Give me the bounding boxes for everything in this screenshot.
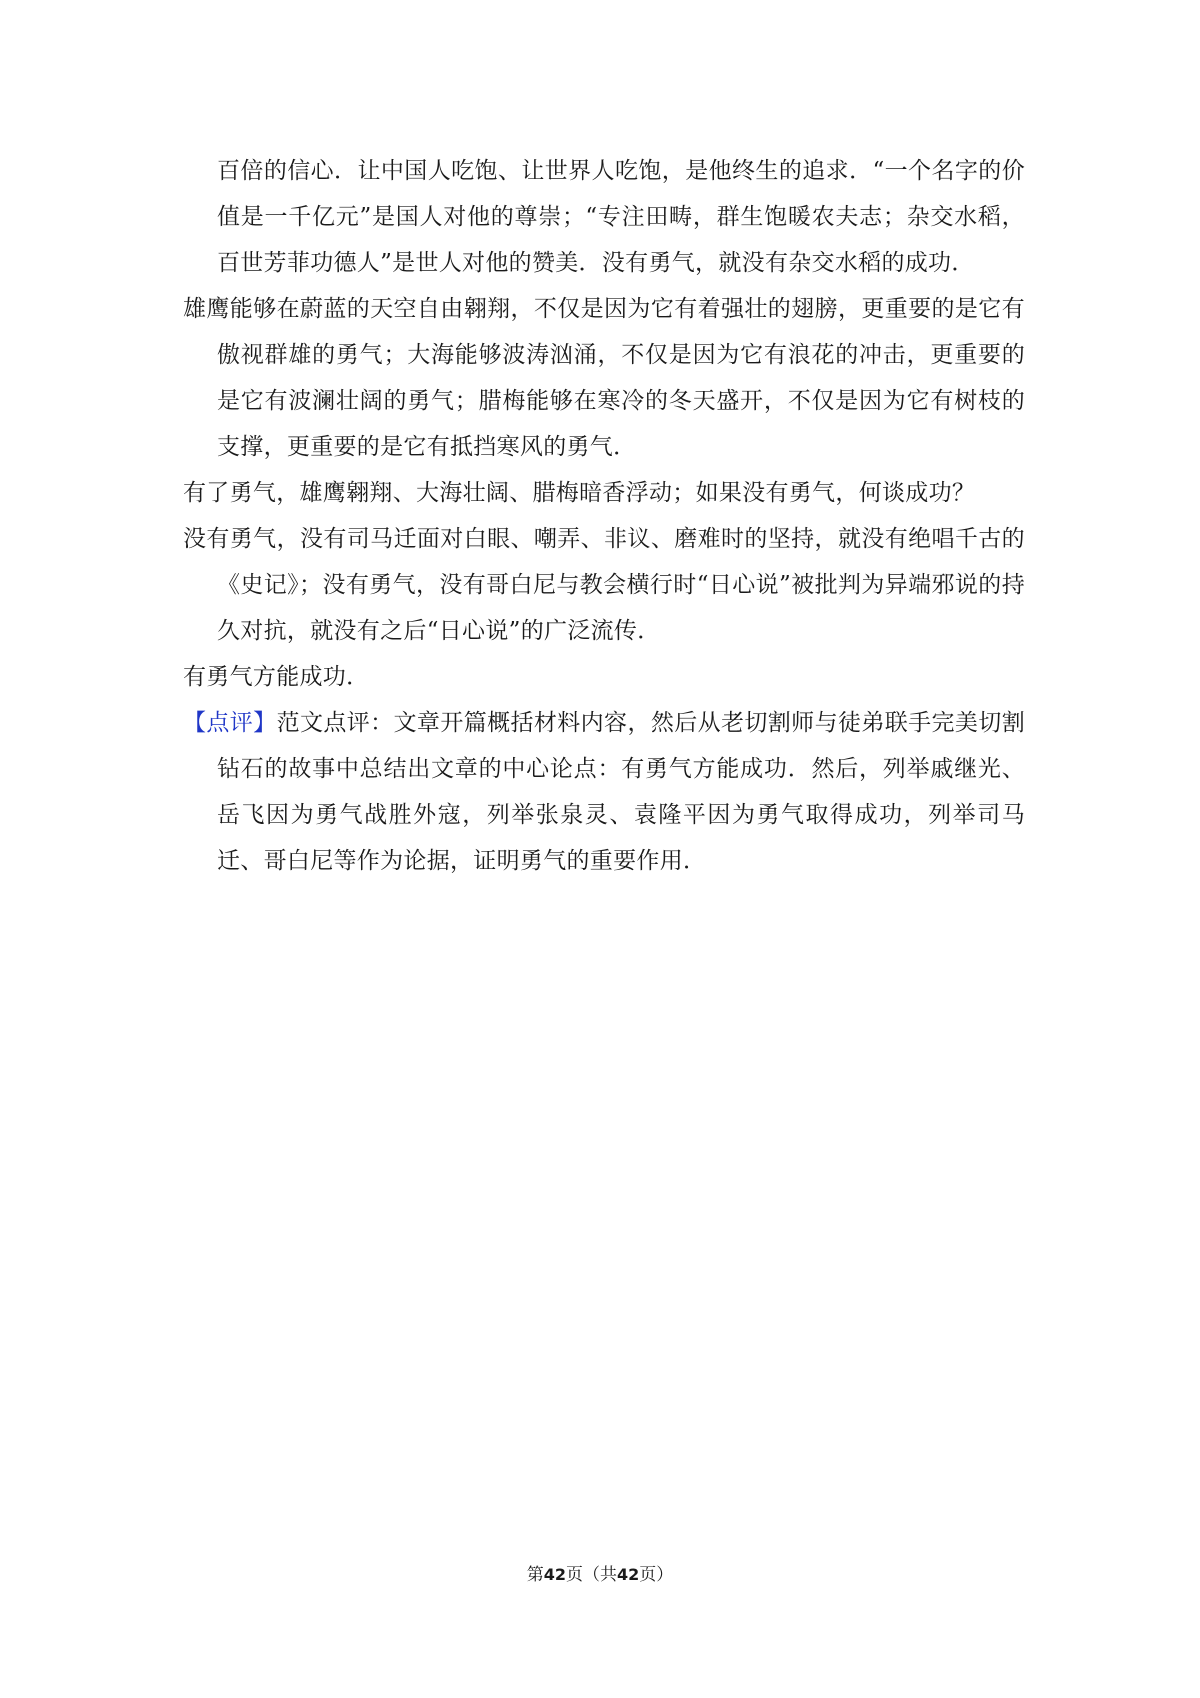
comment-paragraph bbox=[183, 700, 1025, 884]
paragraph-sima-copernicus: 没有勇气，没有司马迁面对白眼、嘲弄、非议、磨难时的坚持，就没有绝唱千古的《史记》；没有勇气，没有哥白尼与教会横行时“日心说”被批判为异端邪说的持久对抗，就没有之后“日心说”的广泛流传． bbox=[183, 526, 1025, 644]
comment-text: 范文点评：文章开篇概括材料内容，然后从老切割师与徒弟联手完美切割钻石的故事中总结出文章的中心论点：有勇气方能成功．然后，列举戚继光、岳飞因为勇气战胜外寇，列举张泉灵、袁隆平因为勇气取得成功，列举司马迁、哥白尼等作为论据，证明勇气的重要作用． bbox=[217, 710, 1026, 874]
paragraph-continued: 百倍的信心．让中国人吃饱、让世界人吃饱，是他终生的追求．“一个名字的价值是一千亿元”是国人对他的尊崇；“专注田畴，群生饱暖农夫志；杂交水稻，百世芳菲功德人”是世人对他的赞美．没有勇气，就没有杂交水稻的成功． bbox=[217, 158, 1025, 276]
page-footer bbox=[0, 1560, 1200, 1585]
footer-page-total: 42 bbox=[617, 1565, 640, 1584]
footer-suffix: 页） bbox=[639, 1565, 674, 1585]
paragraph-conclusion: 有勇气方能成功． bbox=[183, 664, 370, 690]
comment-tag: 【点评】 bbox=[183, 710, 277, 736]
paragraph-eagle-sea-plum: 雄鹰能够在蔚蓝的天空自由翱翔，不仅是因为它有着强壮的翅膀，更重要的是它有傲视群雄的勇气；大海能够波涛汹涌，不仅是因为它有浪花的冲击，更重要的是它有波澜壮阔的勇气；腊梅能够在寒冷的冬天盛开，不仅是因为它有树枝的支撑，更重要的是它有抵挡寒风的勇气． bbox=[183, 296, 1025, 460]
paragraph-with-courage: 有了勇气，雄鹰翱翔、大海壮阔、腊梅暗香浮动；如果没有勇气，何谈成功？ bbox=[183, 480, 976, 506]
page-body bbox=[183, 148, 1025, 884]
footer-page-current: 42 bbox=[543, 1565, 566, 1584]
footer-middle: 页（共 bbox=[566, 1565, 617, 1585]
footer-prefix: 第 bbox=[526, 1565, 544, 1585]
